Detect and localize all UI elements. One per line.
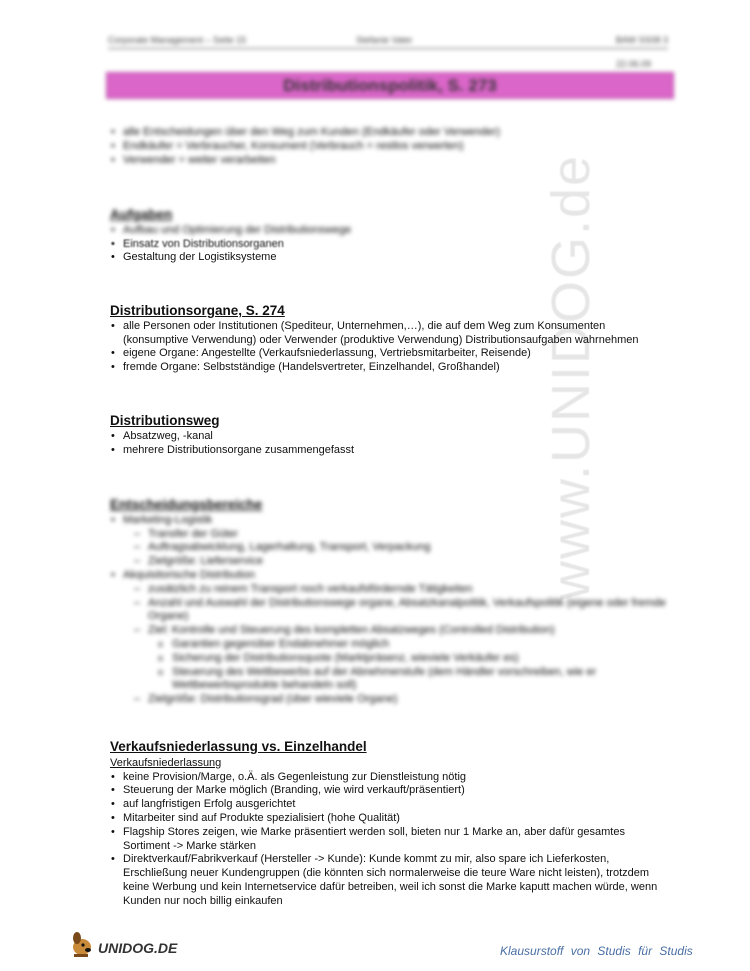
list-item: • Mitarbeiter sind auf Produkte spezialisiert (hohe Qualität) <box>110 812 670 826</box>
list-item: – Anzahl und Auswahl der Distributionswege organe, Absatzkanalpolitik, Verkaufspolitik (eigene oder fremde Organe) <box>110 597 670 625</box>
title-bar <box>106 72 674 99</box>
list-item: • eigene Organe: Angestellte (Verkaufsniederlassung, Vertriebsmitarbeiter, Reisende) <box>110 347 670 361</box>
list-item: • fremde Organe: Selbstständige (Handelsvertreter, Einzelhandel, Großhandel) <box>110 361 670 375</box>
page-title: Distributionspolitik, S. 273 <box>283 76 497 95</box>
section-heading: Verkaufsniederlassung vs. Einzelhandel <box>110 739 367 754</box>
list-item: o Garantien gegenüber Endabnehmer möglich <box>110 638 670 652</box>
subheading: Verkaufsniederlassung <box>110 756 222 769</box>
list-item: • Einsatz von Distributionsorganen <box>110 238 670 252</box>
watermark: www.UNIDOG.de <box>541 153 601 600</box>
unidog-logo <box>68 929 188 959</box>
list-item: – Auftragsabwicklung, Lagerhaltung, Transport, Verpackung <box>110 541 670 555</box>
list-item: • Flagship Stores zeigen, wie Marke präsentiert werden soll, bieten nur 1 Marke an, aber dafür gesamtes Sortiment -> Marke stärken <box>110 826 670 854</box>
list-item: • alle Personen oder Institutionen (Spediteur, Unternehmen,…), die auf dem Weg zum Konsumenten (konsumptive Verwendung) oder Verwender (produktive Verwendung) Distributionsaufgaben wahrnehmen <box>110 320 670 348</box>
header-author: Stefanie Vater <box>356 35 413 45</box>
list-item: • auf langfristigen Erfolg ausgerichtet <box>110 798 670 812</box>
list-item: • Aufbau und Optimierung der Distributionswege <box>110 224 670 238</box>
list-item: • Marketing-Logistik <box>110 514 670 528</box>
list-item: • Akquisitorische Distribution <box>110 569 670 583</box>
weg-section <box>110 414 670 457</box>
list-item: • Verwender = weiter verarbeiten <box>110 154 670 168</box>
organe-section <box>110 304 670 375</box>
bereiche-list <box>110 514 670 707</box>
list-item: – Zielgröße: Distributionsgrad (über wieviele Organe) <box>110 693 670 707</box>
dog-icon <box>73 932 91 957</box>
list-item: • Absatzweg, -kanal <box>110 430 670 444</box>
list-item: • alle Entscheidungen über den Weg zum Kunden (Endkäufer oder Verwender) <box>110 126 670 140</box>
header-left: Corporate Management – Seite 15 <box>108 35 247 45</box>
logo-text: UNIDOG.DE <box>98 940 178 956</box>
list-item: • Direktverkauf/Fabrikverkauf (Hersteller -> Kunde): Kunde kommt zu mir, also spare ich Lieferkosten, Erschließung neuer Kundengruppen (die könnten sich normalerweise die teure Ware nicht leisten), trotzdem keine Werbung und kein Internetservice dafür betreiben, weil ich sonst die Marke kaputt machen würde, wenn Kunden nur noch billig einkaufen <box>110 853 670 908</box>
list-item: o Steuerung des Wettbewerbs auf der Abnehmerstufe (dem Händler vorschreiben, wie er Wettbewerbsprodukte behandeln soll) <box>110 666 670 694</box>
list-item: o Sicherung der Distributionsquote (Marktpräsenz, wieviele Verkäufer es) <box>110 652 670 666</box>
list-item: • Steuerung der Marke möglich (Branding, wie wird verkauft/präsentiert) <box>110 784 670 798</box>
list-item: • Gestaltung der Logistiksysteme <box>110 251 670 265</box>
list-item: – Zielgröße: Lieferservice <box>110 555 670 569</box>
section-heading: Distributionsorgane, S. 274 <box>110 303 285 318</box>
vergleich-section <box>110 740 670 909</box>
intro-section <box>110 126 670 167</box>
list-item: • keine Provision/Marge, o.Ä. als Gegenleistung zur Dienstleistung nötig <box>110 771 670 785</box>
page-header <box>108 34 668 49</box>
list-item: • Endkäufer = Verbraucher, Konsument (Verbrauch = restlos verwerten) <box>110 140 670 154</box>
header-date: 22.06.09 <box>616 59 652 69</box>
section-heading: Distributionsweg <box>110 413 220 428</box>
bereiche-section <box>110 498 670 707</box>
section-heading: Aufgaben <box>110 207 173 222</box>
list-item: • mehrere Distributionsorgane zusammengefasst <box>110 444 670 458</box>
aufgaben-section <box>110 208 670 265</box>
list-item: – Transfer der Güter <box>110 528 670 542</box>
header-right: BAW SS08 3 <box>615 35 668 45</box>
footer-tagline: Klausurstoff von Studis für Studis <box>500 944 693 958</box>
list-item: – Ziel: Kontrolle und Steuerung des kompletten Absatzweges (Controlled Distribution) <box>110 624 670 638</box>
list-item: – zusätzlich zu reinem Transport noch verkaufsfördernde Tätigkeiten <box>110 583 670 597</box>
section-heading: Entscheidungsbereiche <box>110 497 263 512</box>
